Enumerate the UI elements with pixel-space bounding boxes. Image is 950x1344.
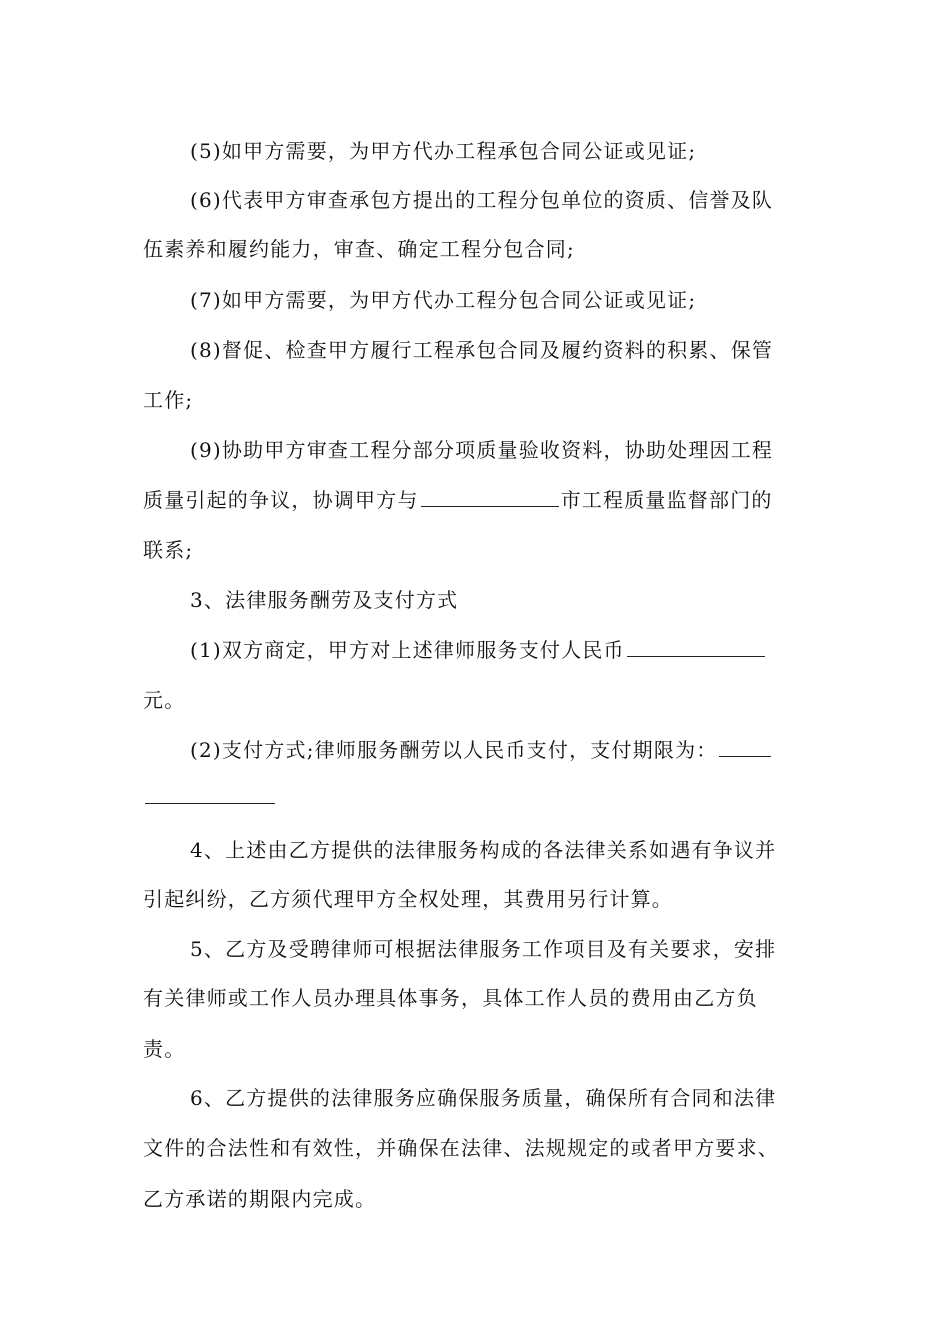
payment-amount-text: (1)双方商定，甲方对上述律师服务支付人民币	[190, 638, 625, 662]
payment-unit-line: 元。	[143, 688, 186, 712]
clause-7-line: (7)如甲方需要，为甲方代办工程分包合同公证或见证;	[190, 288, 697, 312]
clause-9-text-before-blank: 质量引起的争议，协调甲方与	[143, 488, 419, 512]
section-5-line-3: 责。	[143, 1037, 186, 1061]
clause-9-line-1: (9)协助甲方审查工程分部分项质量验收资料，协助处理因工程	[190, 438, 774, 462]
payment-method-text: (2)支付方式;律师服务酬劳以人民币支付，支付期限为：	[190, 738, 718, 762]
city-blank	[421, 486, 559, 507]
section-5-line-2: 有关律师或工作人员办理具体事务，具体工作人员的费用由乙方负	[143, 986, 758, 1010]
section-4-line-1: 4、上述由乙方提供的法律服务构成的各法律关系如遇有争议并	[190, 838, 777, 862]
payment-amount-line	[190, 635, 860, 665]
section-6-line-3: 乙方承诺的期限内完成。	[143, 1187, 377, 1211]
clause-8-line-2: 工作;	[143, 388, 194, 412]
clause-9-line-3: 联系;	[143, 538, 194, 562]
clause-9-text-after-blank: 市工程质量监督部门的	[560, 488, 773, 512]
clause-5-line: (5)如甲方需要，为甲方代办工程承包合同公证或见证;	[190, 139, 697, 163]
payment-term-blank-line	[145, 803, 275, 804]
clause-6-line-1: (6)代表甲方审查承包方提出的工程分包单位的资质、信誉及队	[190, 188, 774, 212]
section-6-line-1: 6、乙方提供的法律服务应确保服务质量，确保所有合同和法律	[190, 1086, 777, 1110]
section-3-heading: 3、法律服务酬劳及支付方式	[190, 588, 459, 612]
clause-6-line-2: 伍素养和履约能力，审查、确定工程分包合同;	[143, 237, 575, 261]
section-4-line-2: 引起纠纷，乙方须代理甲方全权处理，其费用另行计算。	[143, 887, 673, 911]
section-6-line-2: 文件的合法性和有效性，并确保在法律、法规规定的或者甲方要求、	[143, 1136, 779, 1160]
payment-term-blank-start	[719, 736, 771, 757]
section-5-line-1: 5、乙方及受聘律师可根据法律服务工作项目及有关要求，安排	[190, 937, 777, 961]
clause-9-line-2	[143, 485, 813, 515]
amount-blank	[627, 636, 765, 657]
clause-8-line-1: (8)督促、检查甲方履行工程承包合同及履约资料的积累、保管	[190, 338, 774, 362]
payment-method-line	[190, 735, 860, 765]
